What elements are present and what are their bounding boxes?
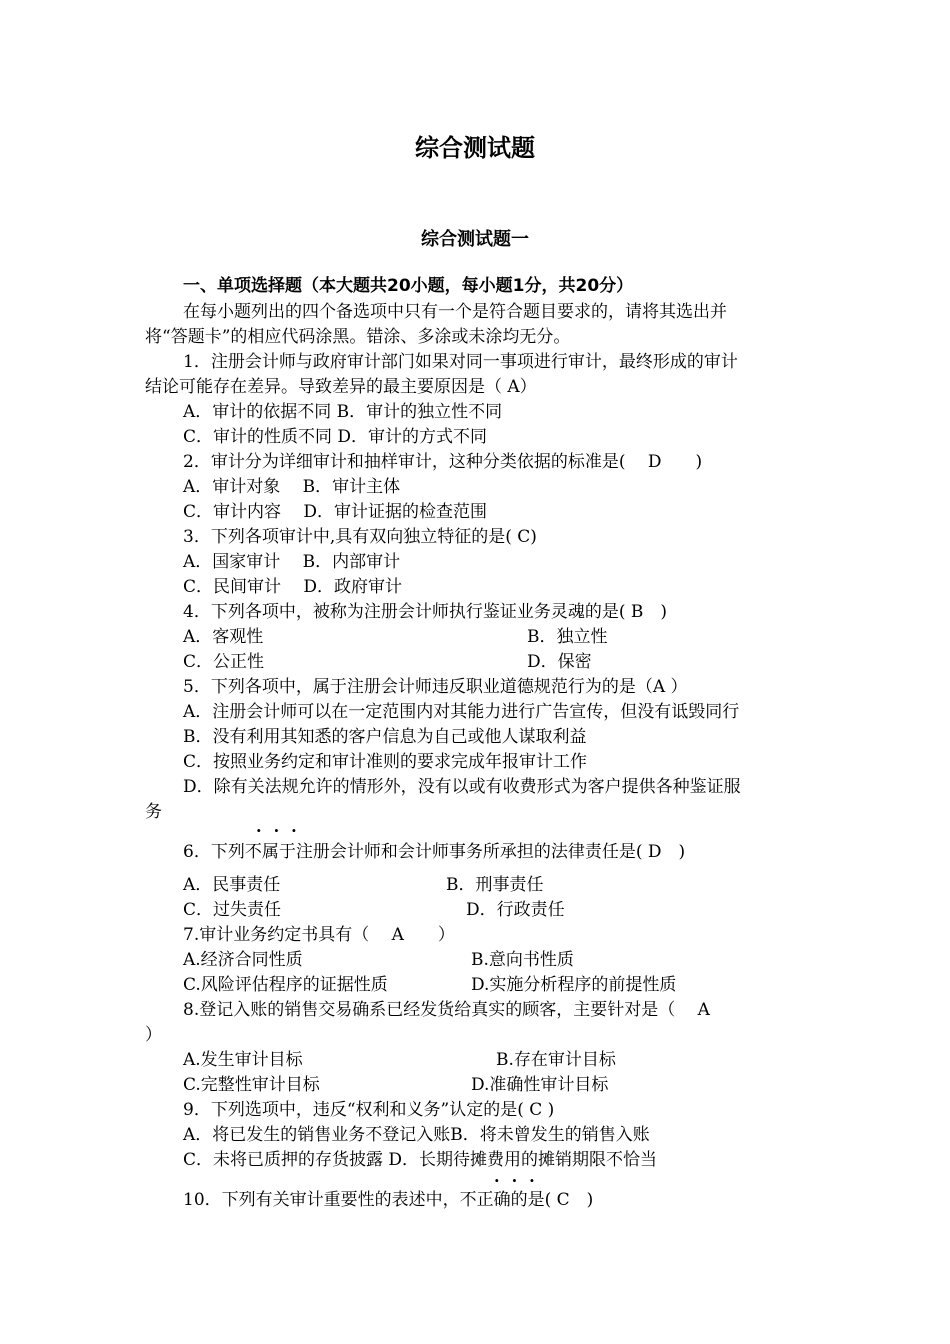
q1-stem: 1．注册会计师与政府审计部门如果对同一事项进行审计，最终形成的审计 <box>183 352 738 372</box>
q7-stem: 7.审计业务约定书具有（ A ） <box>183 925 455 945</box>
q3-options: A．国家审计 B．内部审计 <box>183 552 401 572</box>
q9-options: C．未将已质押的存货披露 D．长期待摊费用的摊销期限不恰当 <box>183 1150 658 1170</box>
q1-options: C．审计的性质不同 D．审计的方式不同 <box>183 427 488 447</box>
q7-option-a: A.经济合同性质 <box>183 950 303 970</box>
section-heading: 一、单项选择题（本大题共20小题，每小题1分，共20分） <box>183 276 634 296</box>
page-subtitle: 综合测试题一 <box>421 229 529 250</box>
q4-stem: 4．下列各项中，被称为注册会计师执行鉴证业务灵魂的是( B ) <box>183 602 667 622</box>
q4-option-c: C．公正性 <box>183 652 265 672</box>
q8-option-a: A.发生审计目标 <box>183 1050 303 1070</box>
q6-stem: 6．下列不属于注册会计师和会计师事务所承担的法律责任是( D ) <box>183 842 686 862</box>
q4-option-a: A．客观性 <box>183 627 264 647</box>
q7-option-d: D.实施分析程序的前提性质 <box>471 975 677 995</box>
q5-option-c: C．按照业务约定和审计准则的要求完成年报审计工作 <box>183 752 588 772</box>
q6-option-d: D．行政责任 <box>466 900 565 920</box>
intro-line: 将“答题卡”的相应代码涂黑。错涂、多涂或未涂均无分。 <box>145 327 571 347</box>
q1-stem: 结论可能存在差异。导致差异的最主要原因是（ A） <box>145 377 537 397</box>
q5-option-d: D．除有关法规允许的情形外，没有以或有收费形式为客户提供各种鉴证服 <box>183 777 741 797</box>
q8-option-d: D.准确性审计目标 <box>471 1075 609 1095</box>
q5-option-b: B．没有利用其知悉的客户信息为自己或他人谋取利益 <box>183 727 587 747</box>
q8-option-c: C.完整性审计目标 <box>183 1075 320 1095</box>
q8-stem-cont: ） <box>145 1025 162 1045</box>
q8-option-b: B.存在审计目标 <box>496 1050 616 1070</box>
q5-option-d-cont: 务 <box>145 802 162 822</box>
q8-stem: 8.登记入账的销售交易确系已经发货给真实的顾客，主要针对是（ A <box>183 1000 710 1020</box>
q7-option-b: B.意向书性质 <box>471 950 574 970</box>
q6-option-c: C．过失责任 <box>183 900 282 920</box>
q2-options: A．审计对象 B．审计主体 <box>183 477 401 497</box>
q10-stem: 10．下列有关审计重要性的表述中，不正确的是( C ) <box>183 1190 594 1210</box>
emphasis-dots: ... <box>256 817 309 836</box>
q7-option-c: C.风险评估程序的证据性质 <box>183 975 388 995</box>
q5-stem: 5．下列各项中，属于注册会计师违反职业道德规范行为的是（A ） <box>183 677 688 697</box>
q4-option-d: D．保密 <box>527 652 592 672</box>
emphasis-dots: ... <box>494 1167 547 1186</box>
q3-options: C．民间审计 D．政府审计 <box>183 577 403 597</box>
q2-options: C．审计内容 D．审计证据的检查范围 <box>183 502 488 522</box>
q9-stem: 9．下列选项中，违反“权利和义务”认定的是( C ) <box>183 1100 555 1120</box>
q9-options: A．将已发生的销售业务不登记入账B．将未曾发生的销售入账 <box>183 1125 650 1145</box>
q6-option-a: A．民事责任 <box>183 875 281 895</box>
page-title: 综合测试题 <box>415 134 535 162</box>
q6-option-b: B．刑事责任 <box>446 875 544 895</box>
q1-options: A．审计的依据不同 B．审计的独立性不同 <box>183 402 503 422</box>
q5-option-a: A．注册会计师可以在一定范围内对其能力进行广告宣传，但没有诋毁同行 <box>183 702 740 722</box>
q3-stem: 3．下列各项审计中,具有双向独立特征的是( C) <box>183 527 537 547</box>
q4-option-b: B．独立性 <box>527 627 608 647</box>
intro-line: 在每小题列出的四个备选项中只有一个是符合题目要求的，请将其选出并 <box>183 302 727 322</box>
q2-stem: 2．审计分为详细审计和抽样审计，这种分类依据的标准是( D ) <box>183 452 703 472</box>
